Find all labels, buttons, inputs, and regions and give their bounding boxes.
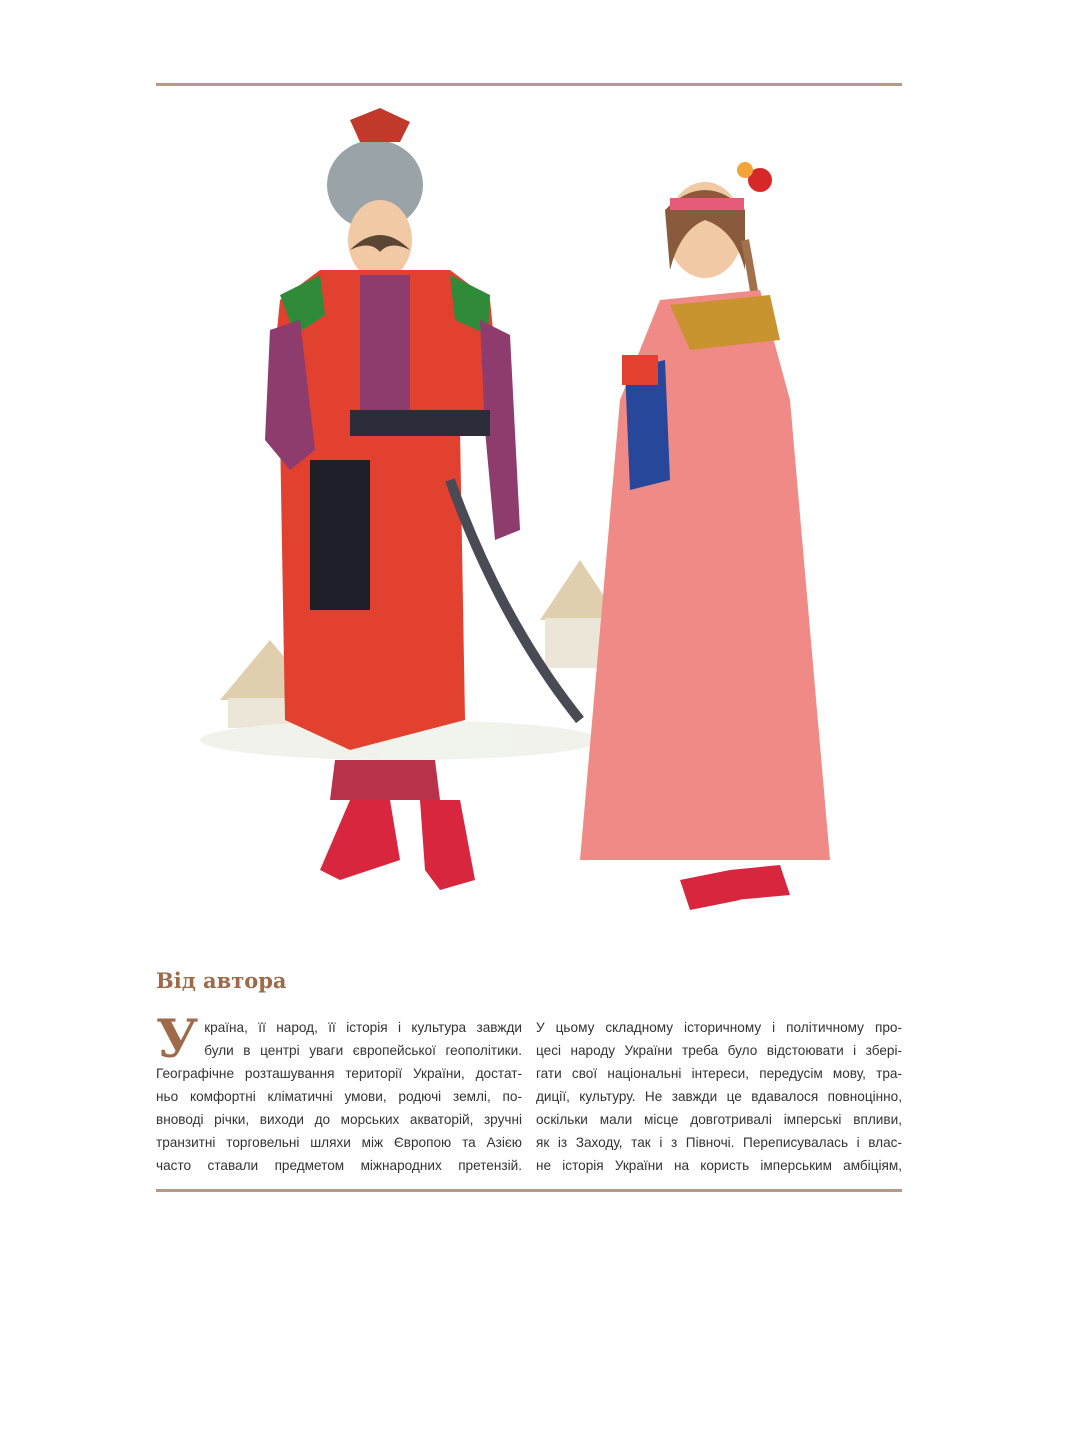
text-line: цесі народу України треба було відстоювати і зберi- [536, 1043, 902, 1058]
text-line: ньо комфортні кліматичні умови, родючі землі, по- [156, 1089, 522, 1104]
text-line: вноводі річки, виходи до морських акваторій, зручні [156, 1112, 522, 1127]
drop-cap: У [156, 1009, 199, 1070]
section-heading: Від автора [156, 968, 287, 993]
text-line: диції, культуру. Не завжди це вдавалося повноцінно, [536, 1089, 902, 1104]
bottom-rule [156, 1189, 902, 1192]
text-line: оскільки мали місце довготривалі імперські впливи, [536, 1112, 902, 1127]
text-line: транзитні торговельні шляхи між Європою та Азією [156, 1135, 522, 1150]
top-rule [156, 83, 902, 86]
text-line: як із Заходу, так і з Півночі. Переписувалась і влас- [536, 1135, 902, 1150]
text-line: У цьому складному історичному і політичному про- [536, 1020, 902, 1035]
right-column [536, 1016, 902, 1177]
text-line: були в центрі уваги європейської геополітики. [204, 1043, 522, 1058]
text-line: не історія України на користь імперським амбіціям, [536, 1158, 902, 1173]
costume-illustration [200, 100, 880, 940]
cossack-figure [265, 108, 580, 890]
text-line: часто ставали предметом міжнародних претензій. [156, 1158, 522, 1173]
left-column [156, 1009, 522, 1177]
text-line: гати свої національні інтереси, передусім мову, тра- [536, 1066, 902, 1081]
woman-figure [580, 162, 830, 910]
text-line: країна, її народ, її історія і культура завжди [204, 1020, 522, 1035]
text-line: Географічне розташування території України, достат- [156, 1066, 522, 1081]
